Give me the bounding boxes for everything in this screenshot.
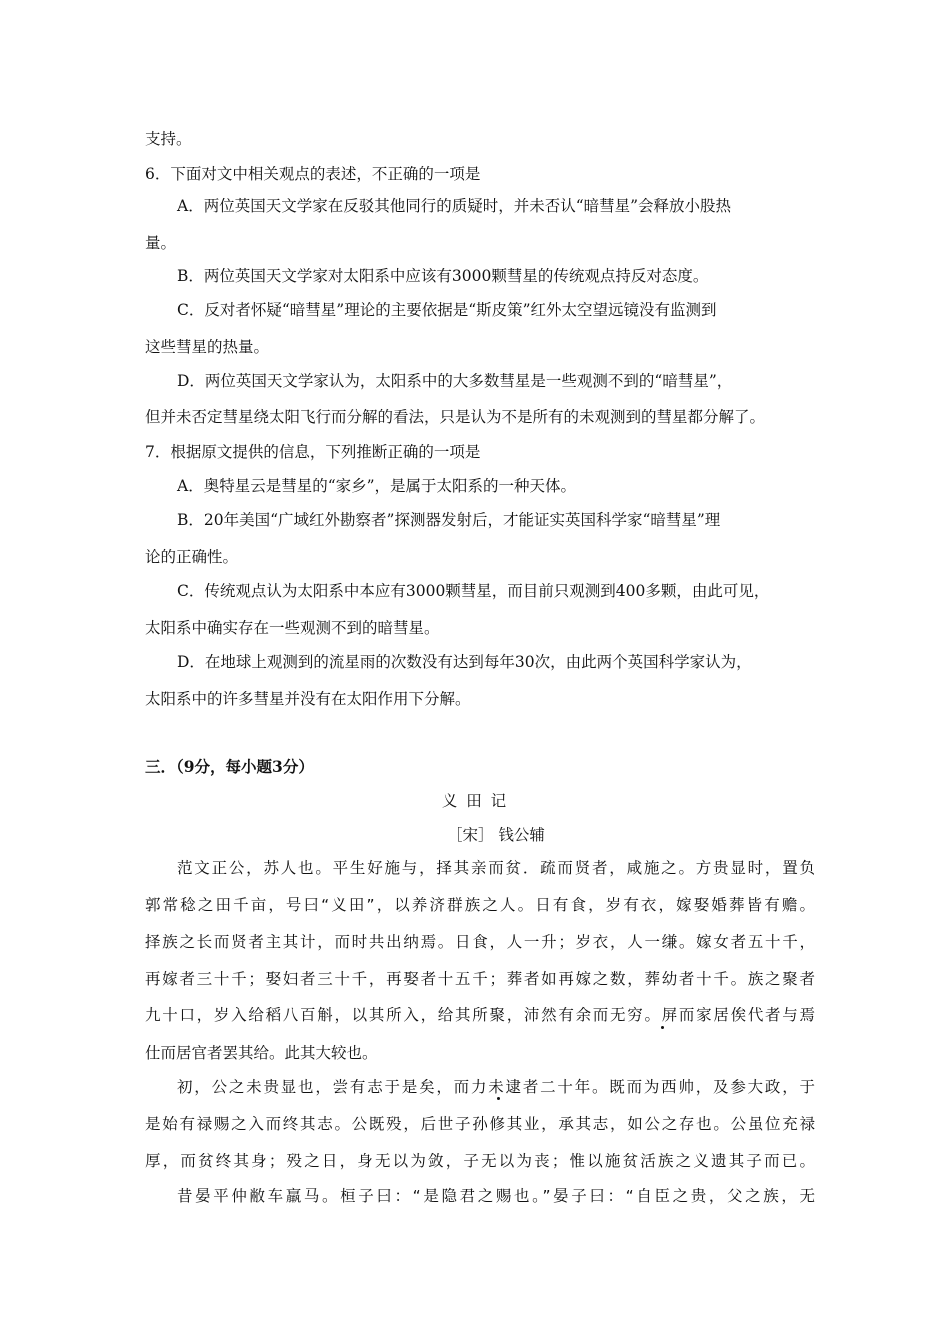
q6-option-d-cont: 但并未否定彗星绕太阳飞行而分解的看法，只是认为不是所有的未观测到的彗星都分解了。 <box>145 408 766 426</box>
emphasis-dot <box>661 1026 664 1029</box>
p1-line-5: 九十口，岁入给稻八百斛，以其所入，给其所聚，沛然有余而无穷。屏而家居俟代者与焉 <box>145 1006 815 1024</box>
q6-option-b: B．两位英国天文学家对太阳系中应该有3000颗彗星的传统观点持反对态度。 <box>177 267 709 285</box>
emphasis-dot <box>497 1097 500 1100</box>
q6-stem: 6．下面对文中相关观点的表述，不正确的一项是 <box>145 165 481 183</box>
q7-option-b: B．20年美国“广域红外勘察者”探测器发射后，才能证实英国科学家“暗彗星”理 <box>177 511 721 529</box>
q7-option-c-cont: 太阳系中确实存在一些观测不到的暗彗星。 <box>145 619 440 637</box>
p2-line-3: 厚，而贫终其身；殁之日，身无以为敛，子无以为丧；惟以施贫活族之义遗其子而已。 <box>145 1152 815 1170</box>
q7-option-d-cont: 太阳系中的许多彗星并没有在太阳作用下分解。 <box>145 690 471 708</box>
q6-option-a-cont: 量。 <box>145 234 177 252</box>
q6-option-a: A．两位英国天文学家在反驳其他同行的质疑时，并未否认“暗彗星”会释放小股热 <box>177 197 732 215</box>
article-title: 义 田 记 <box>441 792 509 810</box>
p3-line-1: 昔晏平仲敝车羸马。桓子曰：“是隐君之赐也。”晏子曰：“自臣之贵，父之族，无 <box>177 1187 815 1205</box>
article-author: ［宋］ 钱公辅 <box>447 826 545 844</box>
p2-line-2: 是始有禄赐之入而终其志。公既殁，后世子孙修其业，承其志，如公之存也。公虽位充禄 <box>145 1115 815 1133</box>
q7-option-d: D．在地球上观测到的流星雨的次数没有达到每年30次，由此两个英国科学家认为， <box>177 653 752 671</box>
p1-line-2: 郭常稔之田千亩，号曰“义田”，以养济群族之人。日有食，岁有衣，嫁娶婚葬皆有赡。 <box>145 896 815 914</box>
q7-option-a: A．奥特星云是彗星的“家乡”，是属于太阳系的一种天体。 <box>177 477 577 495</box>
p1-line-4: 再嫁者三十千；娶妇者三十千，再娶者十五千；葬者如再嫁之数，葬幼者十千。族之聚者 <box>145 970 815 988</box>
q6-option-c: C．反对者怀疑“暗彗星”理论的主要依据是“斯皮策”红外太空望远镜没有监测到 <box>177 301 717 319</box>
p2-line-1: 初，公之未贵显也，尝有志于是矣，而力未逮者二十年。既而为西帅，及参大政，于 <box>177 1078 815 1096</box>
q6-option-d: D．两位英国天文学家认为，太阳系中的大多数彗星是一些观测不到的“暗彗星”， <box>177 372 733 390</box>
q7-stem: 7．根据原文提供的信息，下列推断正确的一项是 <box>145 443 481 461</box>
q7-option-b-cont: 论的正确性。 <box>145 548 239 566</box>
p1-line-3: 择族之长而贤者主其计，而时共出纳焉。日食，人一升；岁衣，人一缣。嫁女者五十千， <box>145 933 815 951</box>
section-heading: 三．（9分，每小题3分） <box>145 757 314 776</box>
passage-tail: 支持。 <box>145 130 192 148</box>
p1-line-6: 仕而居官者罢其给。此其大较也。 <box>145 1044 378 1062</box>
p1-line-1: 范文正公，苏人也。平生好施与，择其亲而贫．疏而贤者，咸施之。方贵显时，置负 <box>177 859 815 877</box>
q7-option-c: C．传统观点认为太阳系中本应有3000颗彗星，而目前只观测到400多颗，由此可见， <box>177 582 770 600</box>
q6-option-c-cont: 这些彗星的热量。 <box>145 338 270 356</box>
